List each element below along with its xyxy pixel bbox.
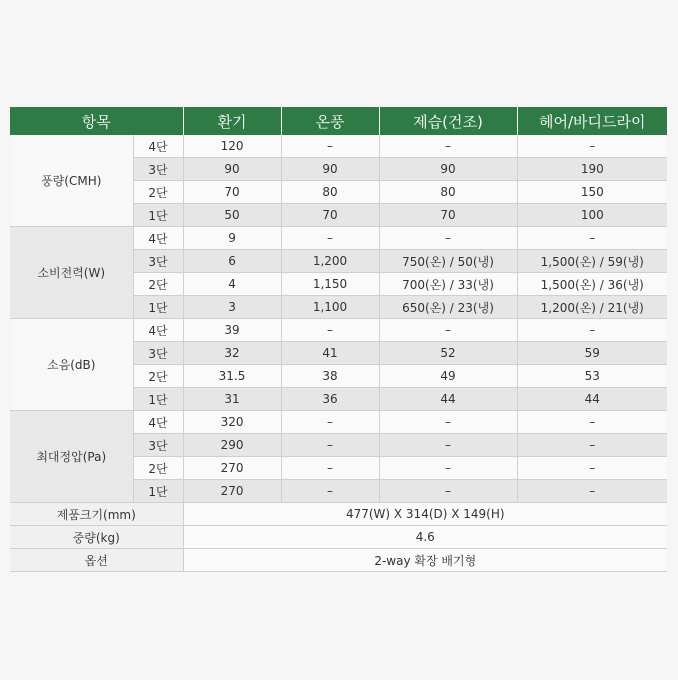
value-cell: 270: [183, 480, 281, 503]
value-cell: 70: [379, 204, 517, 227]
footer-value-weight: 4.6: [183, 526, 667, 549]
footer-value-option: 2-way 확장 배기형: [183, 549, 667, 572]
value-cell: –: [517, 480, 667, 503]
level-cell: 4단: [133, 411, 183, 434]
group-label-static-pressure: 최대정압(Pa): [10, 411, 133, 503]
level-cell: 1단: [133, 388, 183, 411]
table-row: [10, 549, 667, 572]
value-cell: 1,200: [281, 250, 379, 273]
value-cell: 150: [517, 181, 667, 204]
value-cell: 39: [183, 319, 281, 342]
group-label-noise: 소음(dB): [10, 319, 133, 411]
footer-label-size: 제품크기(mm): [10, 503, 183, 526]
footer-label-weight: 중량(kg): [10, 526, 183, 549]
value-cell: 6: [183, 250, 281, 273]
value-cell: 36: [281, 388, 379, 411]
value-cell: –: [281, 319, 379, 342]
value-cell: 49: [379, 365, 517, 388]
group-label-power: 소비전력(W): [10, 227, 133, 319]
value-cell: 31.5: [183, 365, 281, 388]
header-item: 항목: [10, 107, 183, 135]
header-ventilation: 환기: [183, 107, 281, 135]
header-dehumidify: 제습(건조): [379, 107, 517, 135]
value-cell: 59: [517, 342, 667, 365]
value-cell: –: [379, 480, 517, 503]
value-cell: 1,500(온) / 36(냉): [517, 273, 667, 296]
value-cell: 750(온) / 50(냉): [379, 250, 517, 273]
value-cell: 90: [379, 158, 517, 181]
table-row: [10, 135, 667, 158]
value-cell: 80: [281, 181, 379, 204]
level-cell: 2단: [133, 181, 183, 204]
value-cell: 90: [281, 158, 379, 181]
value-cell: –: [517, 135, 667, 158]
value-cell: 700(온) / 33(냉): [379, 273, 517, 296]
table-row: [10, 411, 667, 434]
value-cell: –: [281, 457, 379, 480]
value-cell: 1,500(온) / 59(냉): [517, 250, 667, 273]
value-cell: –: [517, 434, 667, 457]
value-cell: –: [379, 135, 517, 158]
table-row: [10, 227, 667, 250]
value-cell: 53: [517, 365, 667, 388]
level-cell: 1단: [133, 480, 183, 503]
value-cell: 44: [517, 388, 667, 411]
header-hair-body-dry: 헤어/바디드라이: [517, 107, 667, 135]
table-row: [10, 503, 667, 526]
value-cell: –: [281, 434, 379, 457]
table-row: [10, 526, 667, 549]
value-cell: 9: [183, 227, 281, 250]
value-cell: 38: [281, 365, 379, 388]
value-cell: 100: [517, 204, 667, 227]
level-cell: 2단: [133, 273, 183, 296]
value-cell: 32: [183, 342, 281, 365]
value-cell: –: [281, 411, 379, 434]
group-label-airflow: 풍량(CMH): [10, 135, 133, 227]
table-header-row: [10, 107, 667, 135]
value-cell: 270: [183, 457, 281, 480]
value-cell: 190: [517, 158, 667, 181]
value-cell: 320: [183, 411, 281, 434]
value-cell: –: [517, 457, 667, 480]
level-cell: 3단: [133, 342, 183, 365]
value-cell: 120: [183, 135, 281, 158]
value-cell: –: [517, 411, 667, 434]
level-cell: 4단: [133, 135, 183, 158]
level-cell: 1단: [133, 296, 183, 319]
value-cell: –: [379, 457, 517, 480]
value-cell: –: [379, 411, 517, 434]
value-cell: 50: [183, 204, 281, 227]
value-cell: 41: [281, 342, 379, 365]
table-row: [10, 319, 667, 342]
level-cell: 4단: [133, 227, 183, 250]
level-cell: 3단: [133, 250, 183, 273]
value-cell: –: [379, 434, 517, 457]
level-cell: 3단: [133, 434, 183, 457]
value-cell: 650(온) / 23(냉): [379, 296, 517, 319]
value-cell: –: [517, 227, 667, 250]
footer-value-size: 477(W) X 314(D) X 149(H): [183, 503, 667, 526]
value-cell: –: [379, 319, 517, 342]
value-cell: 290: [183, 434, 281, 457]
value-cell: –: [517, 319, 667, 342]
value-cell: 1,150: [281, 273, 379, 296]
level-cell: 4단: [133, 319, 183, 342]
value-cell: –: [281, 480, 379, 503]
value-cell: –: [379, 227, 517, 250]
level-cell: 2단: [133, 365, 183, 388]
level-cell: 1단: [133, 204, 183, 227]
value-cell: 70: [281, 204, 379, 227]
header-heating: 온풍: [281, 107, 379, 135]
value-cell: 44: [379, 388, 517, 411]
value-cell: 31: [183, 388, 281, 411]
spec-table: [10, 107, 667, 572]
level-cell: 2단: [133, 457, 183, 480]
footer-label-option: 옵션: [10, 549, 183, 572]
value-cell: 4: [183, 273, 281, 296]
value-cell: 52: [379, 342, 517, 365]
value-cell: 80: [379, 181, 517, 204]
value-cell: 90: [183, 158, 281, 181]
level-cell: 3단: [133, 158, 183, 181]
value-cell: 1,200(온) / 21(냉): [517, 296, 667, 319]
value-cell: 3: [183, 296, 281, 319]
value-cell: 70: [183, 181, 281, 204]
value-cell: –: [281, 227, 379, 250]
value-cell: –: [281, 135, 379, 158]
value-cell: 1,100: [281, 296, 379, 319]
